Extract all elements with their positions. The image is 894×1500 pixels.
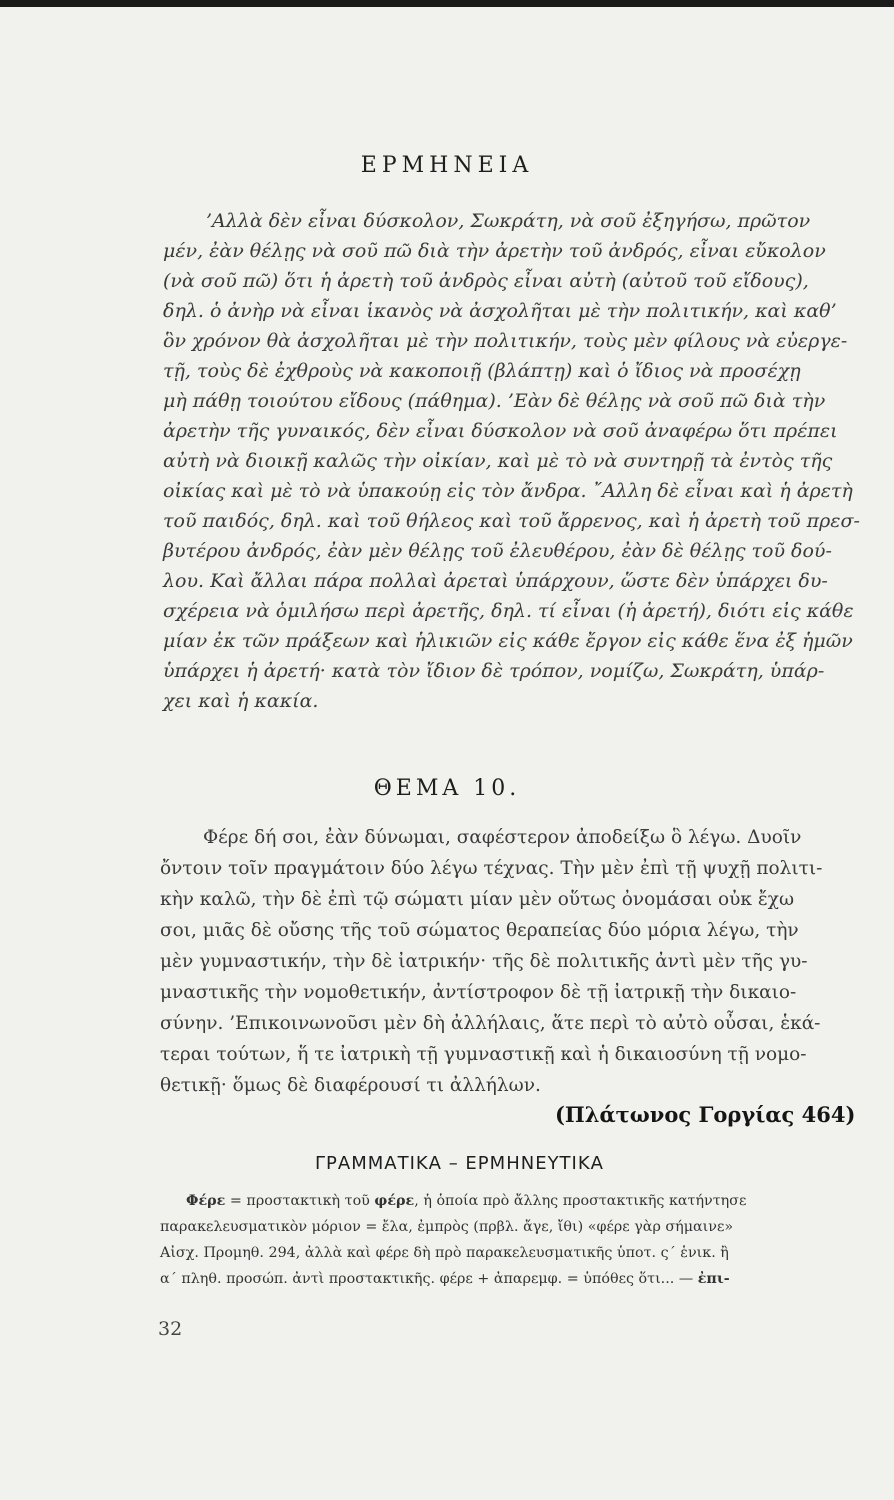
grammar-text: , ἡ ὁποία πρὸ ἄλλης προστακτικῆς κατήντησε: [414, 1193, 747, 1209]
heading-thema: ΘΕΜΑ 10.: [373, 776, 521, 801]
greek-line: θετικῇ· ὅμως δὲ διαφέρουσί τι ἀλλήλων.: [160, 1075, 541, 1096]
translation-line: ὃν χρόνον θὰ ἀσχολῆται μὲ τὴν πολιτικήν, τοὺς μὲν φίλους νὰ εὐεργε-: [163, 330, 848, 352]
page-number: 32: [158, 1318, 183, 1340]
grammar-line: [160, 1271, 730, 1287]
translation-line: λου. Καὶ ἄλλαι πάρα πολλαὶ ἀρεταὶ ὑπάρχουν, ὥστε δὲν ὑπάρχει δυ-: [163, 570, 828, 592]
source-citation: (Πλάτωνος Γοργίας 464): [555, 1102, 856, 1127]
grammar-line: [186, 1193, 746, 1209]
grammar-line: Αἰσχ. Προμηθ. 294, ἀλλὰ καὶ φέρε δὴ πρὸ παρακελευσματικῆς ὑποτ. ς΄ ἑνικ. ἢ: [160, 1245, 729, 1261]
greek-line: μναστικῆς τὴν νομοθετικήν, ἀντίστροφον δὲ τῇ ἰατρικῇ τὴν δικαιο-: [160, 982, 797, 1003]
grammar-term: ἐπι-: [697, 1271, 730, 1287]
translation-line: χει καὶ ἡ κακία.: [163, 690, 319, 712]
translation-line: οἰκίας καὶ μὲ τὸ νὰ ὑπακούῃ εἰς τὸν ἄνδρα. ῎Αλλη δὲ εἶναι καὶ ἡ ἀρετὴ: [163, 480, 853, 502]
translation-line: ἀρετὴν τῆς γυναικός, δὲν εἶναι δύσκολον νὰ σοῦ ἀναφέρω ὅτι πρέπει: [163, 420, 838, 442]
heading-grammatika: ΓΡΑΜΜΑΤΙΚΑ – ΕΡΜΗΝΕΥΤΙΚΑ: [315, 1153, 604, 1174]
translation-line: βυτέρου ἀνδρός, ἐὰν μὲν θέλῃς τοῦ ἐλευθέρου, ἐὰν δὲ θέλῃς τοῦ δού-: [163, 540, 832, 562]
translation-line: αὐτὴ νὰ διοικῇ καλῶς τὴν οἰκίαν, καὶ μὲ τὸ νὰ συντηρῇ τὰ ἐντὸς τῆς: [163, 450, 833, 472]
greek-line: σοι, μιᾶς δὲ οὔσης τῆς τοῦ σώματος θεραπείας δύο μόρια λέγω, τὴν: [160, 920, 799, 941]
translation-line: δηλ. ὁ ἀνὴρ νὰ εἶναι ἱκανὸς νὰ ἀσχολῆται μὲ τὴν πολιτικήν, καὶ καθ’: [163, 300, 837, 322]
grammar-text: = προστακτικὴ τοῦ: [225, 1193, 375, 1209]
translation-line: ’Αλλὰ δὲν εἶναι δύσκολον, Σωκράτη, νὰ σοῦ ἐξηγήσω, πρῶτον: [206, 210, 811, 232]
greek-line: σύνην. ’Επικοινωνοῦσι μὲν δὴ ἀλλήλαις, ἅτε περὶ τὸ αὐτὸ οὖσαι, ἑκά-: [160, 1013, 821, 1034]
translation-line: μὴ πάθῃ τοιούτου εἴδους (πάθημα). ’Εὰν δὲ θέλῃς νὰ σοῦ πῶ διὰ τὴν: [163, 390, 826, 412]
translation-line: μίαν ἐκ τῶν πράξεων καὶ ἡλικιῶν εἰς κάθε ἔργον εἰς κάθε ἕνα ἐξ ἡμῶν: [163, 630, 853, 652]
grammar-line: παρακελευσματικὸν μόριον = ἔλα, ἐμπρὸς (πρβλ. ἄγε, ἴθι) «φέρε γὰρ σήμαινε»: [160, 1219, 734, 1235]
grammar-term: Φέρε: [186, 1193, 226, 1209]
translation-line: τοῦ παιδός, δηλ. καὶ τοῦ θήλεος καὶ τοῦ ἄρρενος, καὶ ἡ ἀρετὴ τοῦ πρεσ-: [163, 510, 860, 532]
greek-line: Φέρε δή σοι, ἐὰν δύνωμαι, σαφέστερον ἀποδείξω ὃ λέγω. Δυοῖν: [203, 827, 802, 848]
greek-line: μὲν γυμναστικήν, τὴν δὲ ἰατρικήν· τῆς δὲ πολιτικῆς ἀντὶ μὲν τῆς γυ-: [160, 951, 808, 972]
greek-line: ὄντοιν τοῖν πραγμάτοιν δύο λέγω τέχνας. Τὴν μὲν ἐπὶ τῇ ψυχῇ πολιτι-: [160, 858, 823, 879]
translation-line: ὑπάρχει ἡ ἀρετή· κατὰ τὸν ἴδιον δὲ τρόπον, νομίζω, Σωκράτη, ὑπάρ-: [163, 660, 825, 682]
heading-ermineia: ΕΡΜΗΝΕΙΑ: [360, 153, 534, 178]
grammar-text: α΄ πληθ. προσώπ. ἀντὶ προστακτικῆς. φέρε + ἀπαρεμφ. = ὑπόθες ὅτι... —: [160, 1271, 698, 1287]
translation-line: μέν, ἐὰν θέλῃς νὰ σοῦ πῶ διὰ τὴν ἀρετὴν τοῦ ἀνδρός, εἶναι εὔκολον: [163, 240, 826, 262]
greek-line: κὴν καλῶ, τὴν δὲ ἐπὶ τῷ σώματι μίαν μὲν οὕτως ὀνομάσαι οὐκ ἔχω: [160, 889, 795, 910]
greek-line: τεραι τούτων, ἥ τε ἰατρικὴ τῇ γυμναστικῇ καὶ ἡ δικαιοσύνη τῇ νομο-: [160, 1044, 807, 1065]
grammar-term: φέρε: [374, 1193, 415, 1209]
translation-line: τῇ, τοὺς δὲ ἐχθροὺς νὰ κακοποιῇ (βλάπτῃ) καὶ ὁ ἴδιος νὰ προσέχῃ: [163, 360, 801, 382]
translation-line: (νὰ σοῦ πῶ) ὅτι ἡ ἀρετὴ τοῦ ἀνδρὸς εἶναι αὐτὴ (αὐτοῦ τοῦ εἴδους),: [163, 270, 809, 292]
translation-line: σχέρεια νὰ ὁμιλήσω περὶ ἀρετῆς, δηλ. τί εἶναι (ἡ ἀρετή), διότι εἰς κάθε: [163, 600, 854, 622]
